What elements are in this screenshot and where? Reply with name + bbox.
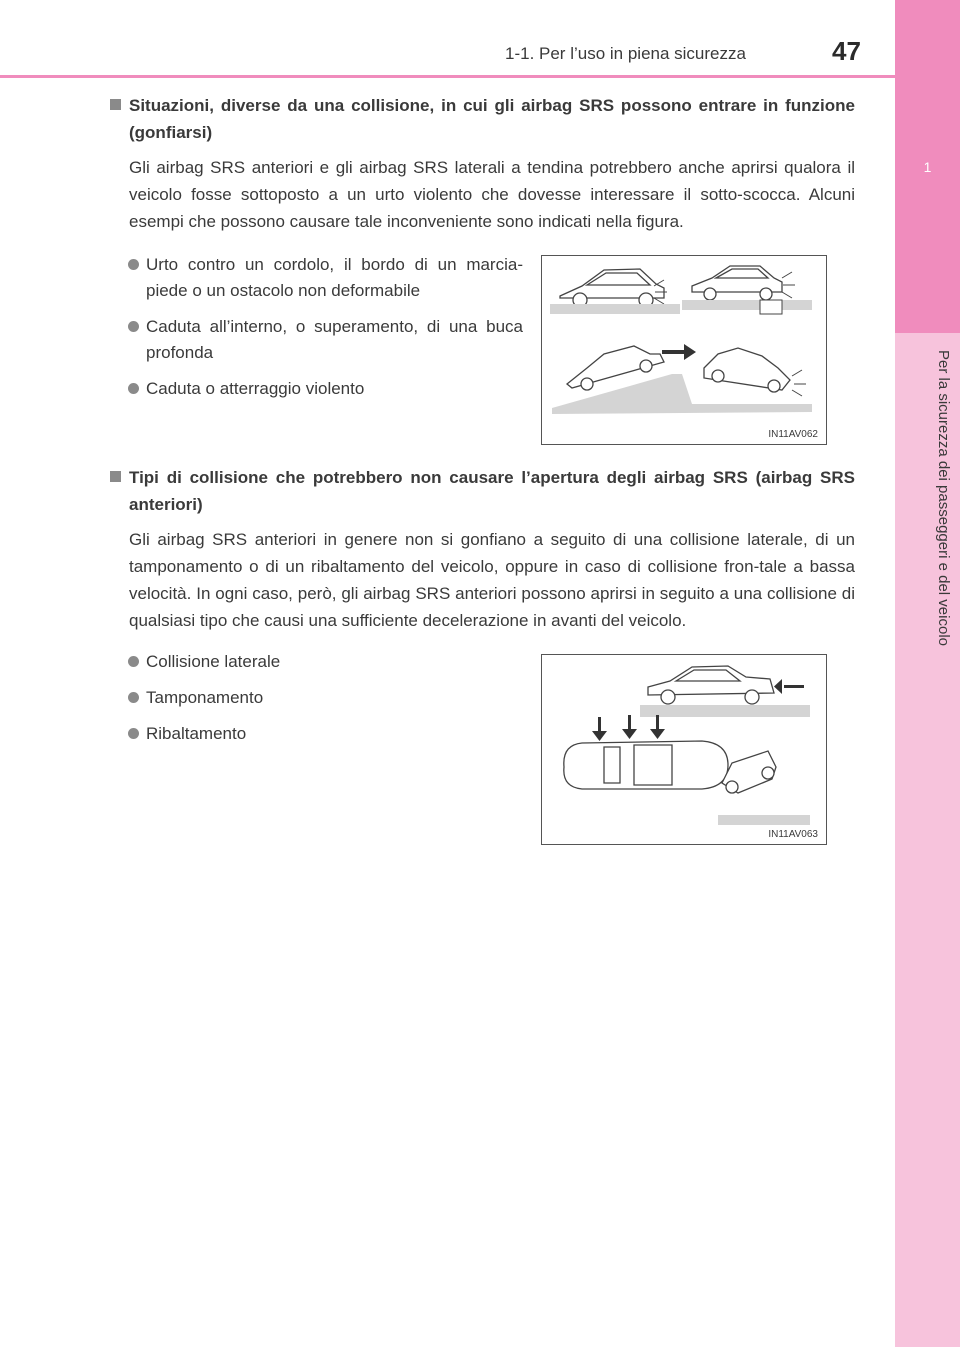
list-item: [128, 376, 523, 402]
figure-collision-types: [541, 654, 827, 845]
round-bullet-icon: [128, 656, 139, 667]
list-item-text: Caduta o atterraggio violento: [146, 379, 365, 398]
header-rule: [0, 75, 895, 78]
car-illustration: [542, 256, 826, 444]
square-bullet-icon: [110, 471, 121, 482]
list-item-text: Tamponamento: [146, 688, 264, 707]
round-bullet-icon: [128, 383, 139, 394]
section-collision-types: [110, 464, 855, 634]
section-paragraph: Gli airbag SRS anteriori e gli airbag SRS laterali a tendina potrebbero anche aprirsi qualora il veicolo fosse sottoposto a un urto violento che dovesse interessare il sotto-scocca. Alcuni esempi che possono causare tale inconveniente sono indicati nella figura.: [129, 158, 855, 231]
section-situations: [110, 92, 855, 235]
list-item-text: Collisione laterale: [146, 652, 281, 671]
figure-code: IN11AV063: [768, 829, 818, 840]
figure-non-collision-situations: [541, 255, 827, 445]
chapter-number-box: [895, 0, 960, 333]
list-item-text: Ribaltamento: [146, 724, 247, 743]
bullet-list-collision-types: [128, 649, 523, 757]
round-bullet-icon: [128, 321, 139, 332]
list-item: [128, 685, 523, 711]
chapter-number: 1: [923, 158, 932, 175]
list-item: [128, 252, 523, 304]
list-item: [128, 721, 523, 747]
list-item-text: Caduta all’interno, o superamento, di una buca profonda: [146, 317, 523, 362]
list-item: [128, 314, 523, 366]
figure-code: IN11AV062: [768, 429, 818, 440]
section-heading: [110, 464, 855, 518]
list-item: [128, 649, 523, 675]
round-bullet-icon: [128, 692, 139, 703]
bullet-list-situations: [128, 252, 523, 412]
round-bullet-icon: [128, 259, 139, 270]
chapter-title: Per la sicurezza dei passeggeri e del veicolo: [935, 350, 952, 646]
car-illustration: [542, 655, 826, 844]
round-bullet-icon: [128, 728, 139, 739]
header-section-title: 1-1. Per l’uso in piena sicurezza: [505, 44, 746, 63]
section-heading-text: Tipi di collisione che potrebbero non causare l’apertura degli airbag SRS (airbag SRS anteriori): [129, 468, 855, 514]
chapter-side-tab: [895, 0, 960, 1347]
page-number: 47: [832, 36, 861, 66]
square-bullet-icon: [110, 99, 121, 110]
section-paragraph: Gli airbag SRS anteriori in genere non si gonfiano a seguito di una collisione laterale, di un tamponamento o di un ribaltamento del veicolo, oppure in caso di collisione fron-tale a bassa velocità. In ogni caso, però, gli airbag SRS anteriori possono aprirsi in seguito a una collisione di qualsiasi tipo che causi una sufficiente decelerazione in avanti del veicolo.: [129, 530, 855, 630]
section-heading: [110, 92, 855, 146]
list-item-text: Urto contro un cordolo, il bordo di un marcia-piede o un ostacolo non deformabile: [146, 255, 523, 300]
section-heading-text: Situazioni, diverse da una collisione, in cui gli airbag SRS possono entrare in funzione (gonfiarsi): [129, 96, 855, 142]
